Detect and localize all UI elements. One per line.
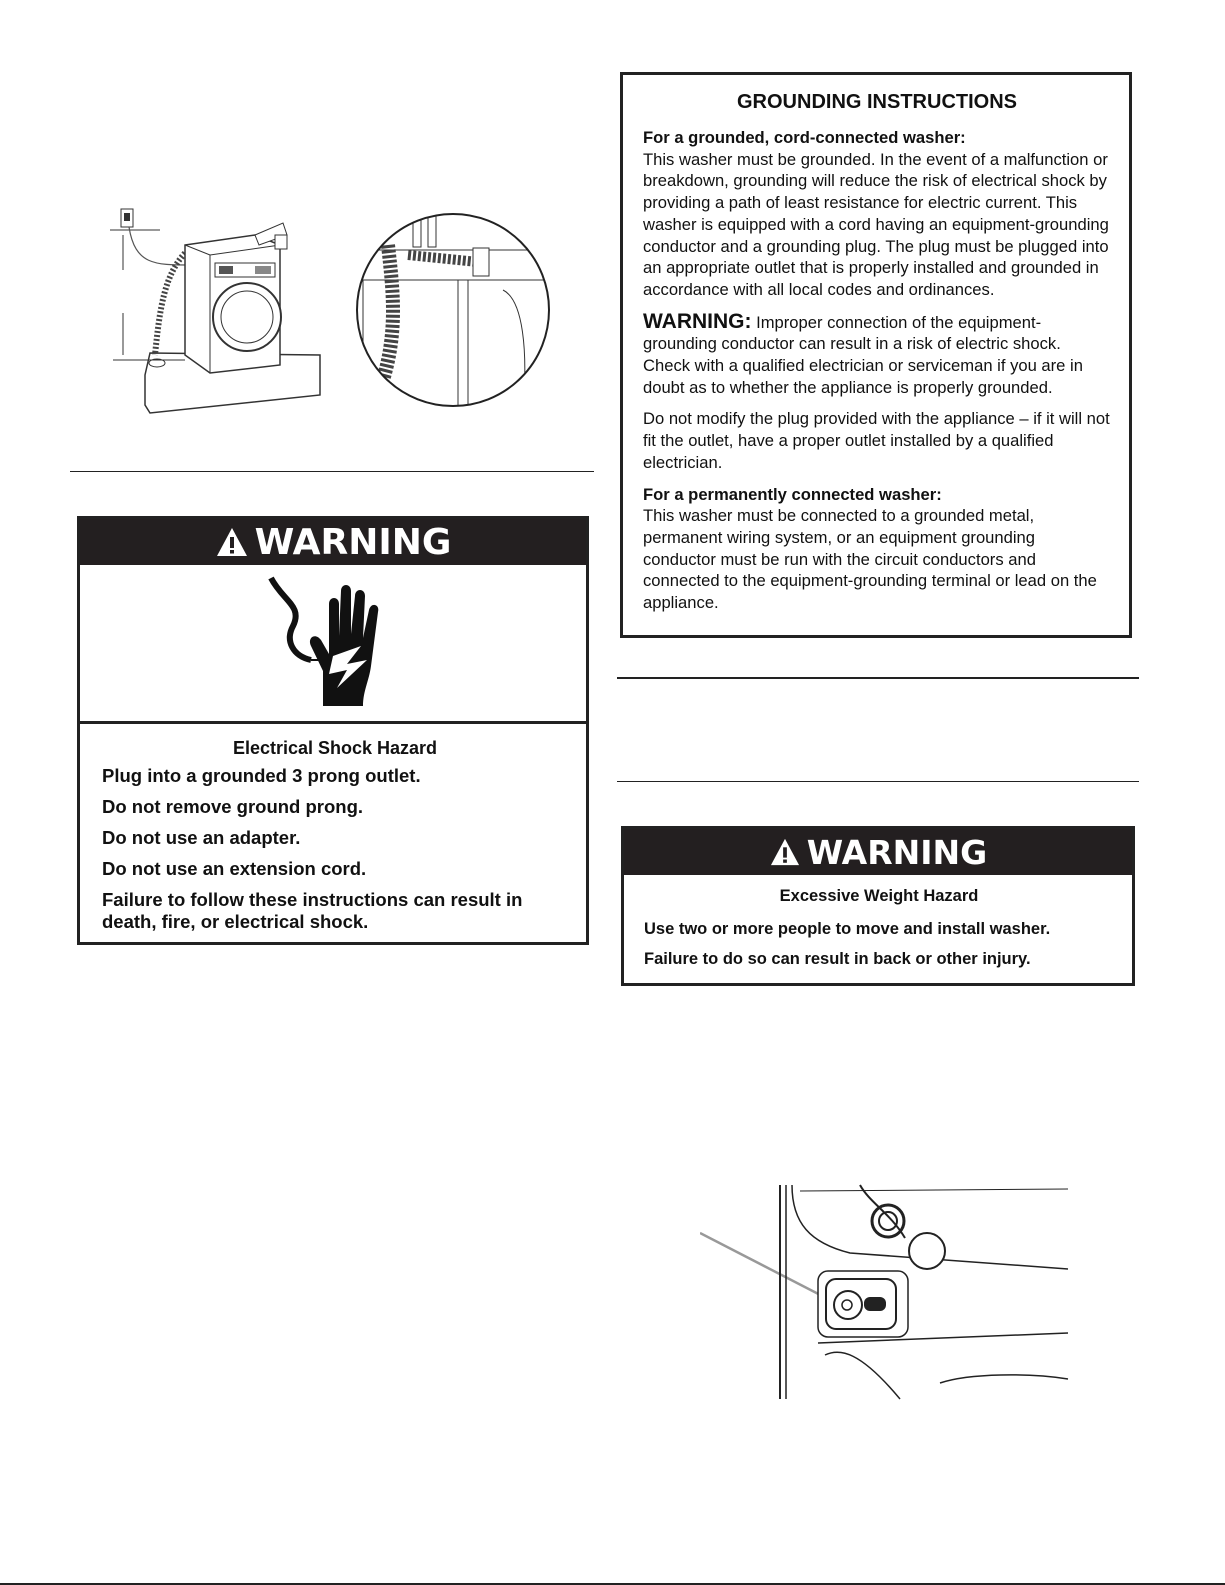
plug-modification-text: Do not modify the plug provided with the appliance – if it will not fit the outlet, have a proper outlet installed by a qualified electrician. <box>643 409 1110 472</box>
warning-header-label: WARNING <box>254 521 452 563</box>
electrical-warning-body <box>80 724 586 933</box>
section-divider-right-bottom <box>617 781 1139 782</box>
grounding-warning-label: WARNING: <box>643 309 752 333</box>
section-divider-right-top <box>617 677 1139 679</box>
warning-line: Use two or more people to move and install washer. <box>644 920 1051 938</box>
permanent-connection-heading: For a permanently connected washer: <box>643 484 942 504</box>
weight-warning-body <box>624 875 1132 969</box>
permanent-connection-text: This washer must be connected to a grounded metal, permanent wiring system, or an equipment grounding conductor must be run with the circuit conductors and connected to the equipment-grounding terminal or lead on the appliance. <box>643 506 1097 613</box>
grounding-title: GROUNDING INSTRUCTIONS <box>737 91 1017 113</box>
cord-connected-text: This washer must be grounded. In the event of a malfunction or breakdown, grounding will reduce the risk of electrical shock by providing a path of least resistance for electric current. This washer is equipped with a cord having an equipment-grounding conductor and a grounding plug. The plug must be plugged into an appropriate outlet that is properly installed and grounded in accordance with all local codes and ordinances. <box>643 149 1109 299</box>
warning-header <box>624 829 1132 875</box>
warning-line: Failure to do so can result in back or other injury. <box>644 950 1031 968</box>
hazard-title: Excessive Weight Hazard <box>779 887 979 905</box>
warning-line: Do not remove ground prong. <box>102 796 364 817</box>
hazard-title: Electrical Shock Hazard <box>232 738 438 758</box>
warning-header-label: WARNING <box>806 832 988 872</box>
grounding-warning-text: Improper connection of the equipment-grounding conductor can result in a risk of electric shock. Check with a qualified electrician or serviceman if you are in doubt as to whether the appliance is properly grounded. <box>643 312 1083 397</box>
washer-installation-illustration <box>105 205 335 420</box>
hose-connection-detail-illustration <box>353 210 553 410</box>
cord-connected-heading: For a grounded, cord-connected washer: <box>643 128 966 147</box>
warning-line: Plug into a grounded 3 prong outlet. <box>102 765 421 786</box>
warning-triangle-icon <box>769 837 801 867</box>
warning-header <box>80 519 586 565</box>
electric-shock-hand-icon <box>263 576 403 711</box>
warning-line: Do not use an extension cord. <box>102 858 367 879</box>
electrical-shock-warning-box <box>77 516 589 945</box>
warning-line: Do not use an adapter. <box>102 827 301 848</box>
grounding-warning-paragraph <box>643 311 1111 399</box>
excessive-weight-warning-box <box>621 826 1135 986</box>
grounding-instructions-box <box>620 72 1132 638</box>
section-divider-left <box>70 471 594 472</box>
shock-symbol-area <box>80 565 586 724</box>
warning-triangle-icon <box>215 526 249 558</box>
warning-line: Failure to follow these instructions can result in death, fire, or electrical shock. <box>102 889 523 932</box>
rear-panel-bolt-illustration <box>700 1183 1070 1401</box>
